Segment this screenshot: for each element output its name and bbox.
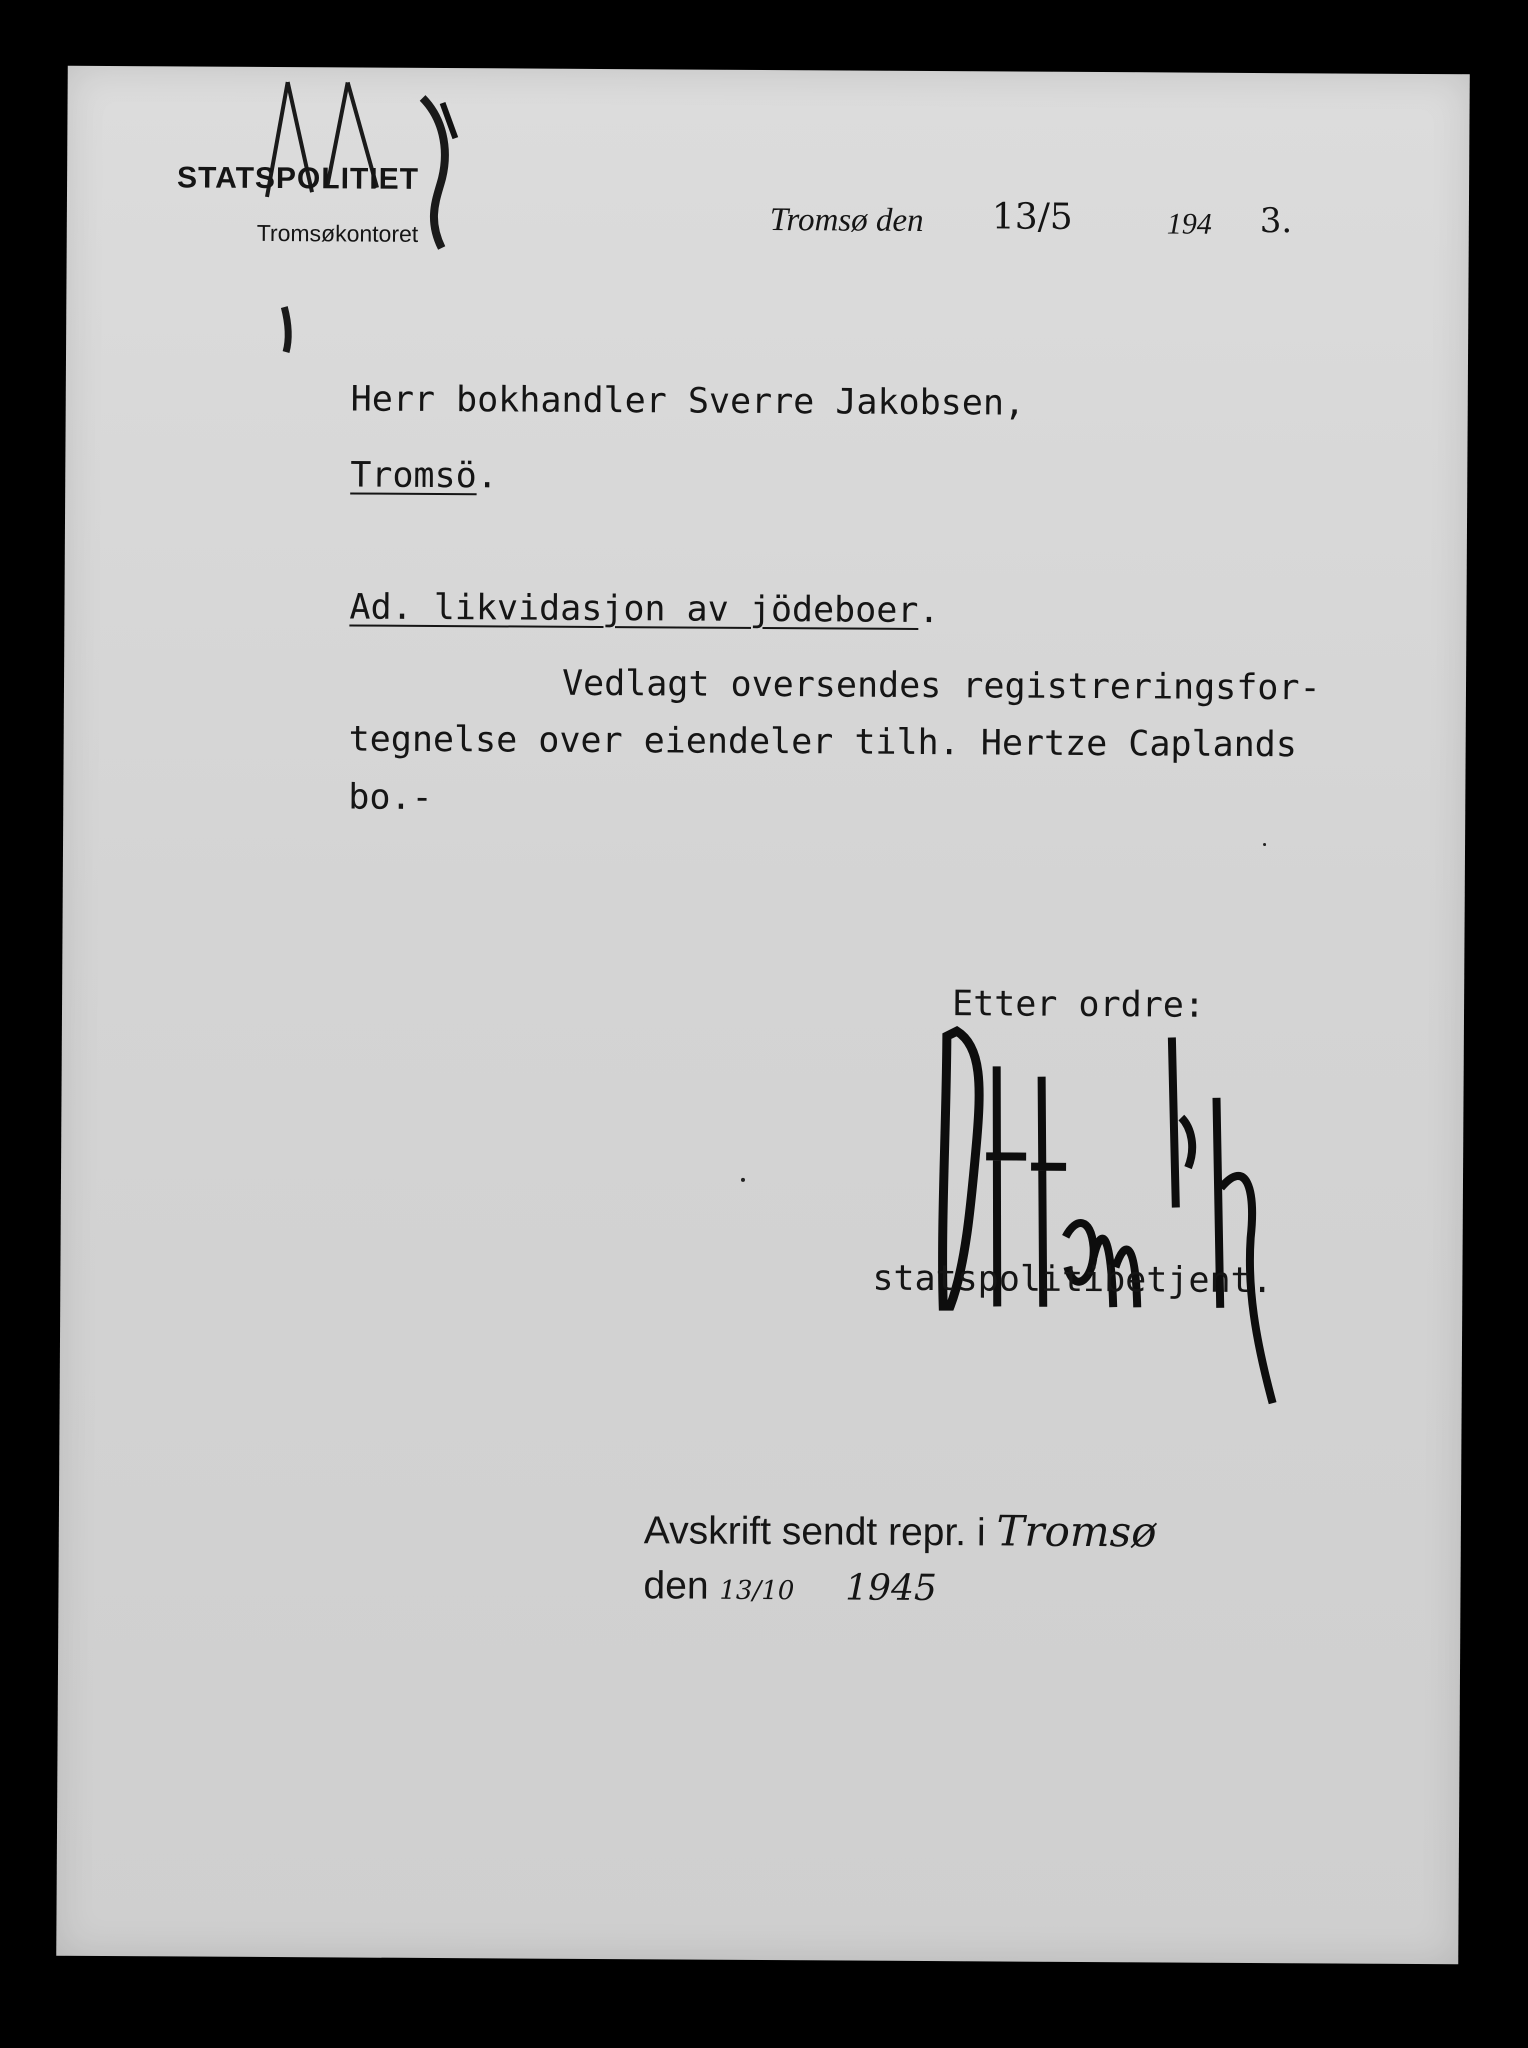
footnote-line-2 — [643, 1564, 937, 1610]
footnote-handwritten-date: 13/10 — [719, 1575, 795, 1607]
recipient-city-line — [350, 455, 498, 496]
recipient-city: Tromsö — [350, 455, 477, 497]
footnote-handwritten-place: Tromsø — [996, 1506, 1157, 1557]
ink-speck — [1263, 843, 1266, 846]
subject-punct: . — [918, 590, 940, 632]
closing-order: Etter ordre: — [951, 984, 1206, 1026]
footnote-handwritten-year: 1945 — [845, 1567, 937, 1610]
letterhead-organization: STATSPOLITIET — [177, 161, 420, 196]
body-line-1: Vedlagt oversendes registreringsfor- — [561, 663, 1321, 709]
stamp-ink-marks — [226, 77, 488, 359]
body-line-2: tegnelse over eiendeler tilh. Hertze Caplands — [348, 719, 1298, 766]
subject-text: Ad. likvidasjon av jödeboer — [349, 587, 919, 631]
footnote-line-1 — [644, 1504, 1157, 1556]
body-line-3: bo.- — [348, 777, 433, 818]
closing-title: statspolitibetjent. — [872, 1258, 1273, 1302]
letterhead-department: Tromsøkontoret — [256, 219, 419, 247]
subject-line — [349, 587, 939, 631]
ink-speck — [741, 1178, 745, 1182]
dateline-date: 13/5 — [991, 196, 1073, 238]
recipient-city-punct: . — [476, 456, 498, 497]
dateline-year-suffix: 3. — [1259, 201, 1293, 242]
document-page — [56, 66, 1470, 1965]
recipient-name: Herr bokhandler Sverre Jakobsen, — [350, 379, 1026, 424]
footnote-text-1: Avskrift sendt repr. i — [643, 1509, 986, 1555]
dateline-place: Tromsø den — [769, 202, 924, 239]
footnote-text-2: den — [643, 1564, 709, 1608]
handwritten-signature — [924, 1006, 1347, 1429]
dateline-year-prefix: 194 — [1166, 207, 1212, 241]
